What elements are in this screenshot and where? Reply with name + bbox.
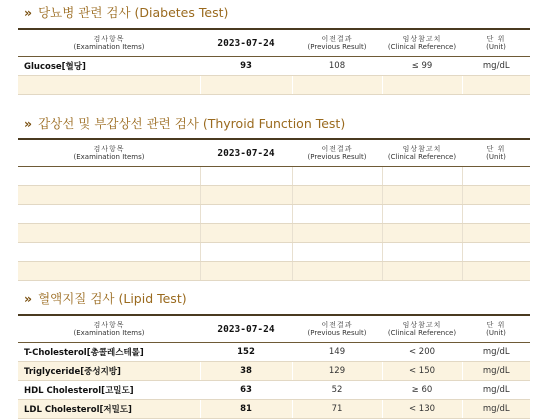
row-item: Glucose[혈당]	[18, 57, 200, 76]
empty-cell	[200, 262, 292, 281]
empty-cell	[292, 262, 382, 281]
empty-cell	[382, 167, 462, 186]
empty-cell	[200, 186, 292, 205]
col-unit-ko: 단 위	[486, 145, 506, 153]
row-reference: < 150	[382, 362, 462, 381]
row-previous: 149	[292, 343, 382, 362]
col-header-reference	[382, 315, 462, 343]
col-ref-ko: 임상참고치	[402, 321, 442, 329]
section-marker-icon: »	[24, 5, 33, 20]
col-ref-ko: 임상참고치	[402, 35, 442, 43]
row-unit: mg/dL	[462, 362, 530, 381]
table-row	[18, 400, 530, 419]
row-unit: mg/dL	[462, 57, 530, 76]
row-current: 38	[200, 362, 292, 381]
col-header-unit	[462, 29, 530, 57]
empty-cell	[462, 243, 530, 262]
col-header-previous	[292, 29, 382, 57]
table-header-row	[18, 29, 530, 57]
col-unit-ko: 단 위	[486, 35, 506, 43]
col-prev-en: (Previous Result)	[307, 329, 367, 337]
col-header-date: 2023-07-24	[200, 315, 292, 343]
empty-cell	[18, 262, 200, 281]
row-current: 81	[200, 400, 292, 419]
row-reference: ≤ 99	[382, 57, 462, 76]
row-previous: 108	[292, 57, 382, 76]
table-row	[18, 343, 530, 362]
col-unit-en: (Unit)	[486, 43, 506, 51]
empty-cell	[462, 167, 530, 186]
empty-cell	[292, 186, 382, 205]
empty-cell	[200, 224, 292, 243]
col-ref-en: (Clinical Reference)	[387, 43, 457, 51]
row-item: Triglyceride[중성지방]	[18, 362, 200, 381]
empty-cell	[292, 224, 382, 243]
section-marker-icon: »	[24, 291, 33, 306]
col-item-en: (Examination Items)	[73, 43, 145, 51]
col-item-en: (Examination Items)	[73, 329, 145, 337]
lipid-title-text: 혈액지질 검사 (Lipid Test)	[38, 291, 187, 306]
empty-cell	[292, 167, 382, 186]
col-unit-ko: 단 위	[486, 321, 506, 329]
diabetes-table	[18, 28, 530, 95]
table-row-empty	[18, 224, 530, 243]
empty-cell	[200, 76, 292, 95]
thyroid-title-text: 갑상선 및 부갑상선 관련 검사 (Thyroid Function Test)	[38, 116, 346, 131]
col-header-unit	[462, 139, 530, 167]
lipid-section-title	[24, 289, 187, 309]
row-unit: mg/dL	[462, 400, 530, 419]
empty-cell	[462, 224, 530, 243]
empty-cell	[292, 243, 382, 262]
empty-cell	[18, 224, 200, 243]
diabetes-section-title	[24, 3, 228, 23]
thyroid-table	[18, 138, 530, 281]
col-ref-ko: 임상참고치	[402, 145, 442, 153]
col-header-previous	[292, 315, 382, 343]
col-item-ko: 검사항목	[93, 145, 125, 153]
empty-cell	[382, 186, 462, 205]
section-marker-icon: »	[24, 116, 33, 131]
table-row-empty	[18, 76, 530, 95]
row-previous: 71	[292, 400, 382, 419]
empty-cell	[18, 186, 200, 205]
col-header-date: 2023-07-24	[200, 29, 292, 57]
table-header-row	[18, 315, 530, 343]
empty-cell	[292, 205, 382, 224]
table-row	[18, 381, 530, 400]
row-item: HDL Cholesterol[고밀도]	[18, 381, 200, 400]
col-unit-en: (Unit)	[486, 329, 506, 337]
empty-cell	[382, 76, 462, 95]
empty-cell	[462, 262, 530, 281]
col-header-reference	[382, 29, 462, 57]
col-item-ko: 검사항목	[93, 35, 125, 43]
lipid-table	[18, 314, 530, 419]
row-unit: mg/dL	[462, 381, 530, 400]
table-row-empty	[18, 167, 530, 186]
empty-cell	[18, 205, 200, 224]
table-row-empty	[18, 186, 530, 205]
col-header-item	[18, 315, 200, 343]
col-item-en: (Examination Items)	[73, 153, 145, 161]
row-previous: 52	[292, 381, 382, 400]
row-reference: ≥ 60	[382, 381, 462, 400]
col-prev-ko: 이전결과	[321, 321, 353, 329]
empty-cell	[382, 243, 462, 262]
col-header-date: 2023-07-24	[200, 139, 292, 167]
col-header-previous	[292, 139, 382, 167]
thyroid-section-title	[24, 114, 345, 134]
col-prev-en: (Previous Result)	[307, 153, 367, 161]
empty-cell	[200, 243, 292, 262]
col-header-item	[18, 139, 200, 167]
row-reference: < 200	[382, 343, 462, 362]
empty-cell	[18, 76, 200, 95]
col-header-unit	[462, 315, 530, 343]
col-prev-en: (Previous Result)	[307, 43, 367, 51]
row-current: 63	[200, 381, 292, 400]
empty-cell	[382, 224, 462, 243]
empty-cell	[200, 205, 292, 224]
table-row-empty	[18, 205, 530, 224]
col-header-item	[18, 29, 200, 57]
empty-cell	[200, 167, 292, 186]
empty-cell	[292, 76, 382, 95]
table-row-empty	[18, 243, 530, 262]
empty-cell	[462, 186, 530, 205]
empty-cell	[382, 262, 462, 281]
empty-cell	[18, 167, 200, 186]
col-ref-en: (Clinical Reference)	[387, 329, 457, 337]
empty-cell	[382, 205, 462, 224]
row-current: 152	[200, 343, 292, 362]
row-item: LDL Cholesterol[저밀도]	[18, 400, 200, 419]
col-prev-ko: 이전결과	[321, 145, 353, 153]
col-header-reference	[382, 139, 462, 167]
empty-cell	[18, 243, 200, 262]
col-unit-en: (Unit)	[486, 153, 506, 161]
empty-cell	[462, 205, 530, 224]
table-row	[18, 57, 530, 76]
table-row-empty	[18, 262, 530, 281]
table-header-row	[18, 139, 530, 167]
col-item-ko: 검사항목	[93, 321, 125, 329]
diabetes-title-text: 당뇨병 관련 검사 (Diabetes Test)	[38, 5, 229, 20]
row-item: T-Cholesterol[총콜레스테롤]	[18, 343, 200, 362]
col-prev-ko: 이전결과	[321, 35, 353, 43]
row-unit: mg/dL	[462, 343, 530, 362]
col-ref-en: (Clinical Reference)	[387, 153, 457, 161]
row-reference: < 130	[382, 400, 462, 419]
row-current: 93	[200, 57, 292, 76]
row-previous: 129	[292, 362, 382, 381]
empty-cell	[462, 76, 530, 95]
table-row	[18, 362, 530, 381]
